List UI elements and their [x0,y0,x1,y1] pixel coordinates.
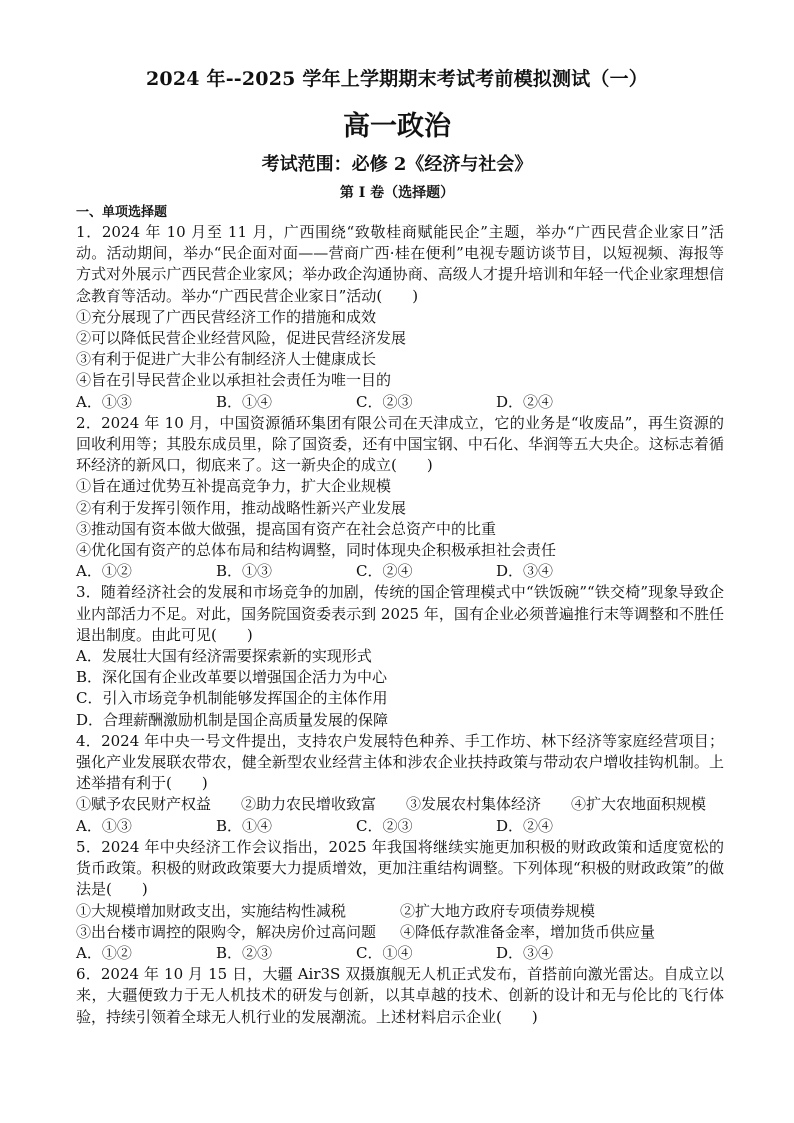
question-3 [76,582,724,730]
statement-option: ③发展农村集体经济 [406,795,542,814]
answer-choice: C．②④ [356,562,413,581]
statement-options-row [76,794,724,815]
question-stem: 4．2024 年中央一号文件提出，支持农户发展特色种养、手工作坊、林下经济等家庭经营项目；强化产业发展联农带农，健全新型农业经营主体和涉农企业扶持政策与带动农户增收挂钩机制。上述举措有利于( ) [76,731,724,793]
question-6 [76,964,724,1028]
statement-options-grid [76,901,724,943]
statement-option: ②有利于发挥引领作用，推动战略性新兴产业发展 [76,498,407,517]
answer-option: D．合理薪酬激励机制是国企高质量发展的保障 [76,710,389,729]
statement-option: ③出台楼市调控的限购令，解决房价过高问题 [76,922,377,941]
answer-choice: A．①③ [76,816,132,835]
statement-option: ①充分展现了广西民营经济工作的措施和成效 [76,307,377,326]
answer-choice: B．①④ [216,392,273,411]
answer-choices [76,816,724,837]
answer-choice: D．③④ [496,562,554,581]
answer-choice: B．①④ [216,816,273,835]
answer-choice: A．①② [76,943,132,962]
answer-option: B．深化国有企业改革要以增强国企活力为中心 [76,668,388,687]
answer-choice: D．③④ [496,943,554,962]
answer-choice: B．①③ [216,562,273,581]
question-4 [76,731,724,837]
section-heading: 一、单项选择题 [76,205,168,220]
answer-choice: D．②④ [496,816,554,835]
question-stem: 6．2024 年 10 月 15 日，大疆 Air3S 双摄旗舰无人机正式发布，首搭前向激光雷达。自成立以来，大疆便致力于无人机技术的研发与创新，以其卓越的技术、创新的设计和无与伦比的飞行体验，持续引领着全球无人机行业的发展潮流。上述材料启示企业( ) [76,965,724,1026]
question-1 [76,222,724,413]
statement-option: ④降低存款准备金率，增加货币供应量 [400,922,656,941]
statement-option: ②扩大地方政府专项债券规模 [400,901,596,920]
question-stem: 2．2024 年 10 月，中国资源循环集团有限公司在天津成立，它的业务是“收废品”，再生资源的回收利用等；其股东成员里，除了国资委，还有中国宝钢、中石化、华润等五大央企。这标志着循环经济的新风口，彻底来了。这一新央企的成立( ) [76,413,724,475]
statement-option: ④优化国有资产的总体布局和结构调整，同时体现央企积极承担社会责任 [76,541,557,560]
answer-choices [76,392,724,413]
answer-choice: C．②③ [356,392,413,411]
statement-option: ①大规模增加财政支出，实施结构性减税 [76,901,347,920]
question-5 [76,837,724,964]
question-stem: 1．2024 年 10 月至 11 月，广西围绕“致敬桂商赋能民企”主题，举办“广西民营企业家日”活动。活动期间，举办“民企面对面——营商广西·桂在便利”电视专题访谈节目，以短视频、海报等方式对外展示广西民营企业家风；举办政企沟通协商、高级人才提升培训和年轻一代企业家理想信念教育等活动。举办“广西民营企业家日”活动( ) [76,223,724,305]
statement-option: ①旨在通过优势互补提高竞争力，扩大企业规模 [76,477,392,496]
answer-choice: A．①③ [76,392,132,411]
answer-choice: C．①④ [356,943,413,962]
statement-option: ②助力农民增收致富 [241,795,377,814]
answer-choices [76,943,724,964]
question-stem: 3．随着经济社会的发展和市场竞争的加剧，传统的国企管理模式中“铁饭碗”“铁交椅”现象导致企业内部活力不足。对此，国务院国资委表示到 2025 年，国有企业必须普遍推行末等调整和不胜任退出制度。由此可见( ) [76,583,724,644]
question-content [76,204,724,1028]
statement-option: ④旨在引导民营企业以承担社会责任为唯一目的 [76,371,392,390]
part-heading: 第 I 卷（选择题） [339,185,455,201]
statement-option: ③有利于促进广大非公有制经济人士健康成长 [76,350,377,369]
exam-title: 2024 年--2025 学年上学期期末考试考前模拟测试（一） [146,68,648,90]
answer-choices [76,561,724,582]
answer-choice: C．②③ [356,816,413,835]
answer-choice: B．②③ [216,943,273,962]
answer-option: A．发展壮大国有经济需要探索新的实现形式 [76,647,372,666]
exam-scope: 考试范围：必修 2《经济与社会》 [261,154,533,175]
statement-option: ③推动国有资本做大做强，提高国有资产在社会总资产中的比重 [76,519,497,538]
subject-title: 高一政治 [343,111,451,142]
statement-option: ④扩大农地面积规模 [571,795,707,814]
question-2 [76,413,724,583]
answer-choice: A．①② [76,562,132,581]
statement-option: ①赋予农民财产权益 [76,795,212,814]
statement-option: ②可以降低民营企业经营风险，促进民营经济发展 [76,329,407,348]
answer-option: C．引入市场竞争机制能够发挥国企的主体作用 [76,689,388,708]
question-stem: 5．2024 年中央经济工作会议指出，2025 年我国将继续实施更加积极的财政政策和适度宽松的货币政策。积极的财政政策要大力提质增效，更加注重结构调整。下列体现“积极的财政政策”的做法是( ) [76,837,724,899]
answer-choice: D．②④ [496,392,554,411]
